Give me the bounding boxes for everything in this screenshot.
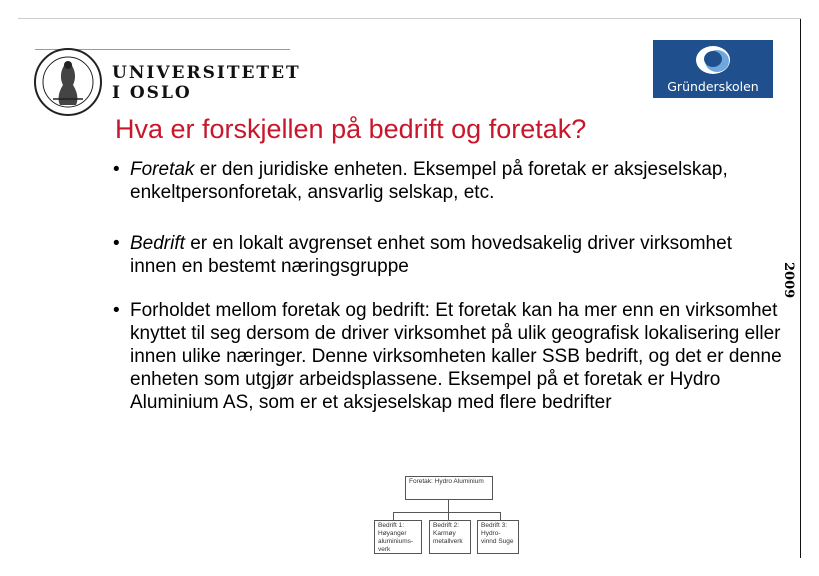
bullet-rest: er en lokalt avgrenset enhet som hovedsakelig driver virksomhet innen en bestemt næringsgruppe: [130, 233, 732, 277]
org-chart-child-box: Bedrift 3: Hydro-vinnd Suge: [477, 520, 519, 554]
grunderskolen-logo: [653, 40, 773, 98]
org-chart: [370, 476, 520, 561]
bullet-text: Forholdet mellom foretak og bedrift: Et foretak kan ha mer enn en virksomhet knyttet til seg dersom de driver virksomhet på ulik geografisk lokalisering eller innen ulike næringer. Denne virksomheten kaller SSB bedrift, og det er denne enheten som utgjør arbeidsplassene. Eksempel på et foretak er Hydro Aluminium AS, som er et aksjeselskap med flere bedrifter: [130, 300, 782, 413]
year-label: 2009: [781, 262, 796, 299]
bullet-bedrift: [113, 232, 763, 278]
bullet-dot: •: [113, 159, 120, 180]
org-chart-connector: [448, 512, 449, 520]
university-seal-icon: [33, 47, 103, 117]
org-chart-connector: [393, 512, 500, 513]
bullet-rest: er den juridiske enheten. Eksempel på foretak er aksjeselskap, enkeltpersonforetak, ansvarlig selskap, etc.: [130, 159, 728, 203]
org-chart-connector: [393, 512, 394, 520]
bullet-term: Bedrift: [130, 233, 185, 254]
bullet-term: Foretak: [130, 159, 195, 180]
university-name-line1: UNIVERSITETET: [112, 63, 301, 83]
slide-frame-right: [800, 18, 801, 558]
org-chart-connector: [500, 512, 501, 520]
bullet-text: [130, 232, 763, 278]
bullet-dot: •: [113, 233, 120, 254]
org-chart-top-box: Foretak: Hydro Aluminium: [405, 476, 493, 500]
grunderskolen-logo-text: Gründerskolen: [667, 79, 759, 94]
bullet-forhold: [113, 299, 803, 414]
org-chart-connector: [448, 500, 449, 512]
grunderskolen-emblem-icon: [691, 44, 735, 76]
org-chart-child-box: Bedrift 2: Karmøy metallverk: [429, 520, 471, 554]
bullet-foretak: [113, 158, 753, 204]
bullet-dot: •: [113, 300, 120, 321]
org-chart-child-box: Bedrift 1: Høyanger aluminiums-verk: [374, 520, 422, 554]
bullet-text: [130, 158, 753, 204]
slide-title: Hva er forskjellen på bedrift og foretak?: [115, 114, 587, 144]
university-name-line2: I OSLO: [112, 83, 192, 103]
university-name: [112, 63, 301, 103]
slide-frame-top: [18, 18, 801, 19]
year-marker: [770, 262, 800, 302]
